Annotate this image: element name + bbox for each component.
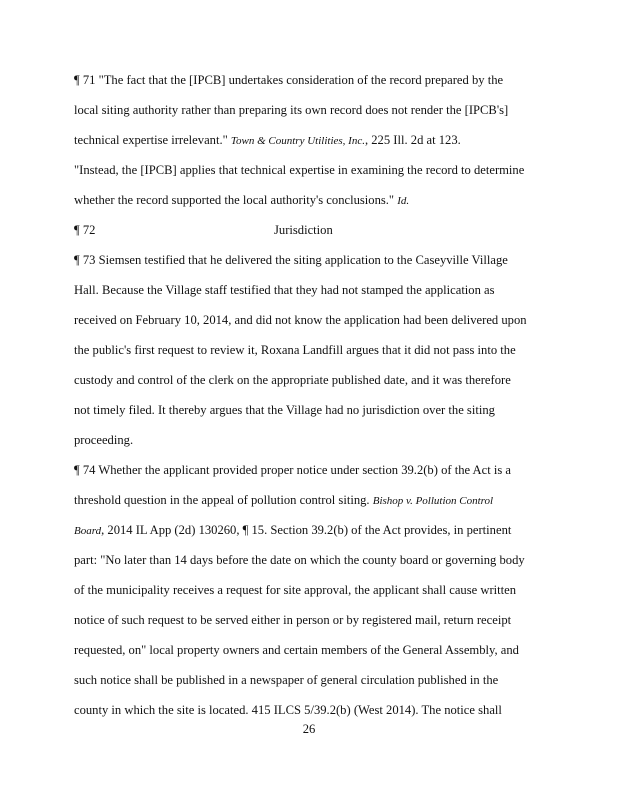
paragraph-73-line-4: the public's first request to review it, Roxana Landfill argues that it did not pass into the — [74, 343, 516, 357]
paragraph-74-line-6: notice of such request to be served either in person or by registered mail, return receipt — [74, 613, 512, 627]
paragraph-73-line-2: Hall. Because the Village staff testified that they had not stamped the application as — [74, 283, 495, 297]
paragraph-72-marker: ¶ 72 — [74, 223, 96, 237]
paragraph-74-line-9: county in which the site is located. 415 ILCS 5/39.2(b) (West 2014). The notice shall — [74, 703, 502, 717]
section-heading-jurisdiction: Jurisdiction — [274, 223, 333, 237]
citation-detail: , 2014 IL App (2d) 130260, ¶ 15. Section 39.2(b) of the Act provides, in pertinent — [101, 523, 512, 537]
paragraph-71-line-3 — [74, 132, 604, 149]
board-citation: Board — [74, 525, 102, 537]
paragraph-71-line-1: ¶ 71 "The fact that the [IPCB] undertakes consideration of the record prepared by the — [74, 73, 504, 87]
paragraph-71-line-2: local siting authority rather than preparing its own record does not render the [IPCB's] — [74, 103, 509, 117]
paragraph-73-line-3: received on February 10, 2014, and did not know the application had been delivered upon — [74, 313, 527, 327]
citation-reporter: , 225 Ill. 2d at 123. — [364, 133, 461, 147]
paragraph-71-line-4: "Instead, the [IPCB] applies that technical expertise in examining the record to determine — [74, 163, 525, 177]
case-citation: Town & Country Utilities, Inc. — [230, 135, 365, 147]
paragraph-71-line-5 — [74, 192, 604, 209]
paragraph-73-line-7: proceeding. — [74, 433, 134, 447]
paragraph-74-line-1: ¶ 74 Whether the applicant provided proper notice under section 39.2(b) of the Act is a — [74, 463, 512, 477]
bishop-citation: Bishop v. Pollution Control — [372, 495, 494, 507]
paragraph-74-line-7: requested, on" local property owners and certain members of the General Assembly, and — [74, 643, 519, 657]
page-number: 26 — [302, 722, 316, 736]
paragraph-74-line-8: such notice shall be published in a newspaper of general circulation published in the — [74, 673, 499, 687]
paragraph-74-line-3 — [74, 522, 604, 539]
paragraph-73-line-6: not timely filed. It thereby argues that the Village had no jurisdiction over the siting — [74, 403, 495, 417]
paragraph-74-line-5: of the municipality receives a request for site approval, the applicant shall cause written — [74, 583, 517, 597]
quote-end: whether the record supported the local authority's conclusions." — [74, 193, 395, 207]
paragraph-74-line-4: part: "No later than 14 days before the date on which the county board or governing body — [74, 553, 525, 567]
quote-text: technical expertise irrelevant." — [74, 133, 228, 147]
paragraph-73-line-5: custody and control of the clerk on the appropriate published date, and it was therefore — [74, 373, 511, 387]
threshold-text: threshold question in the appeal of pollution control siting. — [74, 493, 370, 507]
paragraph-74-line-2 — [74, 492, 604, 509]
id-citation: Id. — [397, 195, 410, 207]
paragraph-73-line-1: ¶ 73 Siemsen testified that he delivered the siting application to the Caseyville Village — [74, 253, 508, 267]
